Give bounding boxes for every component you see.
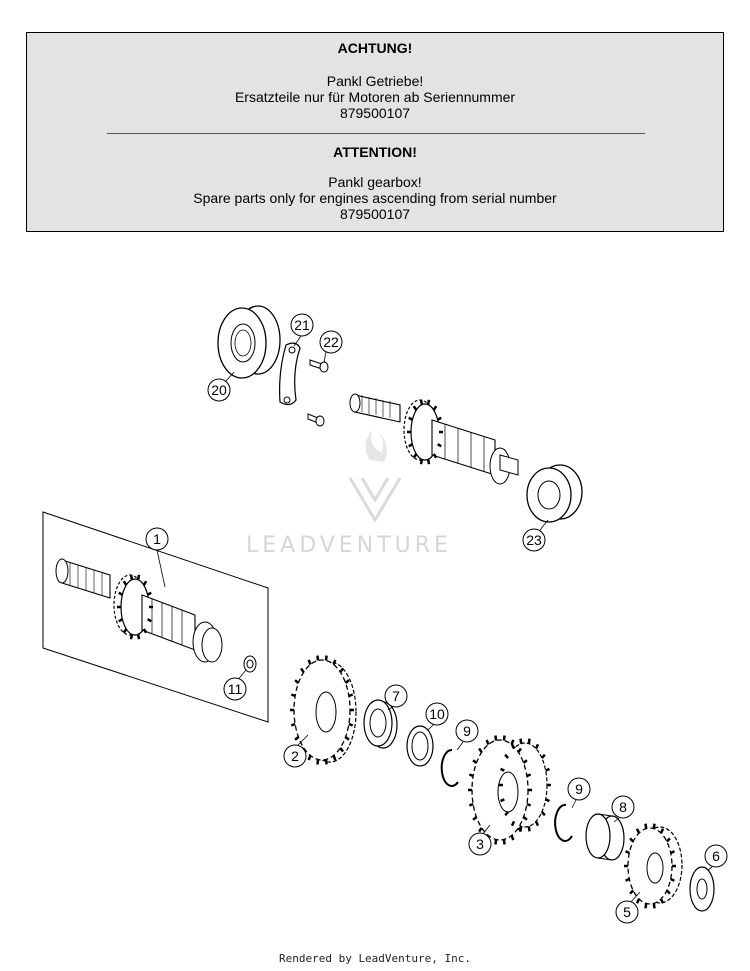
gear-tooth: [487, 740, 489, 745]
main-shaft-upper[interactable]: [350, 394, 518, 484]
gear-tooth: [309, 755, 311, 760]
callout-23[interactable]: [523, 529, 545, 551]
gear-tooth: [654, 903, 655, 908]
gear-tooth: [671, 851, 675, 853]
gear-part-3[interactable]: [468, 736, 551, 845]
gear-tooth: [301, 668, 304, 672]
nut-part-11[interactable]: [244, 656, 256, 672]
gear-tooth: [546, 769, 550, 771]
ring-part-10[interactable]: [407, 726, 433, 766]
circlip-part-9-lower[interactable]: [555, 805, 572, 841]
gear-tooth: [626, 851, 630, 853]
gear-tooth: [334, 755, 336, 760]
gear-tooth: [630, 890, 633, 893]
callout-label: 11: [227, 681, 243, 697]
gear-tooth: [536, 821, 538, 825]
callout-20[interactable]: [208, 379, 230, 401]
gear-tooth: [529, 739, 530, 744]
gear-tooth: [630, 838, 633, 841]
callout-9-upper[interactable]: [456, 720, 478, 742]
gear-tooth: [428, 459, 429, 464]
bearing-part-20[interactable]: [218, 306, 280, 378]
shaft-part-1[interactable]: [56, 559, 222, 662]
callout-label: 6: [712, 848, 720, 864]
notice-heading-de: ACHTUNG!: [337, 40, 413, 56]
gear-tooth: [479, 748, 482, 752]
gear-tooth: [334, 660, 336, 665]
gear-tooth: [637, 829, 639, 833]
gear-tooth: [317, 656, 318, 661]
render-credit: Rendered by LeadVenture, Inc.: [278, 952, 472, 965]
gear-tooth: [138, 575, 139, 580]
washer-part-6[interactable]: [690, 867, 714, 911]
gear-tooth: [326, 656, 327, 661]
gear-tooth: [536, 744, 538, 748]
gear-tooth: [671, 879, 675, 881]
gear-tooth: [520, 826, 521, 831]
callout-9-lower[interactable]: [568, 778, 590, 800]
notice-line: 879500107: [339, 105, 411, 121]
gear-tooth: [501, 769, 505, 771]
gear-tooth: [512, 835, 514, 840]
gear-tooth: [637, 899, 639, 903]
gear-tooth: [421, 459, 422, 464]
bearing-part-23[interactable]: [527, 465, 582, 522]
gear-tooth: [131, 575, 132, 580]
gear-tooth: [144, 581, 146, 585]
callout-10[interactable]: [426, 703, 448, 725]
gear-tooth: [295, 680, 298, 683]
circlip-part-9-upper[interactable]: [442, 750, 458, 786]
screw-part-22[interactable]: [308, 360, 328, 426]
callout-label: 20: [211, 382, 227, 398]
gear-tooth: [349, 695, 353, 696]
gear-tooth: [291, 724, 295, 725]
gear-tooth: [421, 400, 422, 405]
callout-label: 22: [323, 334, 339, 350]
gear-tooth: [645, 903, 646, 908]
gear-tooth: [504, 839, 505, 844]
notice-line: 879500107: [339, 206, 411, 222]
gear-tooth: [138, 634, 139, 639]
gear-tooth: [654, 824, 655, 829]
callout-3[interactable]: [469, 833, 491, 855]
gear-tooth: [469, 775, 473, 776]
gear-tooth: [309, 660, 311, 665]
notice-line: Pankl Getriebe!: [326, 73, 424, 89]
callout-7[interactable]: [385, 685, 407, 707]
gear-tooth: [501, 799, 505, 801]
gear-tooth: [148, 593, 152, 595]
callout-label: 2: [291, 748, 299, 764]
gear-tooth: [438, 418, 442, 420]
gear-tooth: [479, 828, 482, 832]
gear-tooth: [520, 739, 521, 744]
gear-tooth: [473, 760, 476, 763]
gear-tooth: [291, 695, 295, 696]
retainer-plate-part-21[interactable]: [280, 343, 300, 404]
gear-tooth: [527, 775, 531, 776]
callout-21[interactable]: [291, 314, 313, 336]
notice-heading-en: ATTENTION!: [333, 144, 417, 160]
callout-1[interactable]: [146, 528, 168, 550]
gear-tooth: [626, 879, 630, 881]
callout-2[interactable]: [284, 745, 306, 767]
gear-tooth: [495, 839, 496, 844]
callout-label: 23: [526, 532, 542, 548]
callout-label: 9: [575, 781, 583, 797]
callout-22[interactable]: [320, 331, 342, 353]
gear-tooth: [473, 817, 476, 820]
callout-label: 8: [619, 799, 627, 815]
gear-tooth: [529, 826, 530, 831]
gear-tooth: [428, 400, 429, 405]
gear-tooth: [495, 736, 496, 741]
bushing-part-8[interactable]: [586, 814, 624, 860]
notice-line: Pankl gearbox!: [328, 174, 422, 190]
callout-11[interactable]: [224, 678, 246, 700]
gear-tooth: [326, 759, 327, 764]
gear-tooth: [546, 799, 550, 801]
watermark-text: LEADVENTURE: [246, 533, 452, 558]
gear-tooth: [131, 634, 132, 639]
callout-label: 10: [429, 706, 445, 722]
callout-label: 9: [463, 723, 471, 739]
gear-tooth: [469, 804, 473, 805]
watermark-logo: [350, 430, 400, 520]
gear-tooth: [542, 812, 545, 815]
notice-line: Spare parts only for engines ascending from serial number: [193, 190, 557, 206]
notice-line: Ersatzteile nur für Motoren ab Seriennummer: [234, 89, 516, 105]
callout-label: 1: [153, 531, 161, 547]
callout-label: 7: [392, 688, 400, 704]
callout-6[interactable]: [705, 845, 727, 867]
callout-label: 3: [476, 836, 484, 852]
gear-tooth: [349, 724, 353, 725]
gear-tooth: [504, 736, 505, 741]
gear-tooth: [542, 755, 545, 758]
gear-tooth: [317, 759, 318, 764]
callout-label: 21: [294, 317, 310, 333]
callout-5[interactable]: [616, 901, 638, 923]
gear-part-5[interactable]: [624, 824, 682, 909]
gear-tooth: [295, 737, 298, 740]
callout-label: 5: [623, 904, 631, 920]
gear-tooth: [434, 406, 436, 410]
callout-8[interactable]: [612, 796, 634, 818]
gear-tooth: [645, 824, 646, 829]
gear-tooth: [527, 804, 531, 805]
